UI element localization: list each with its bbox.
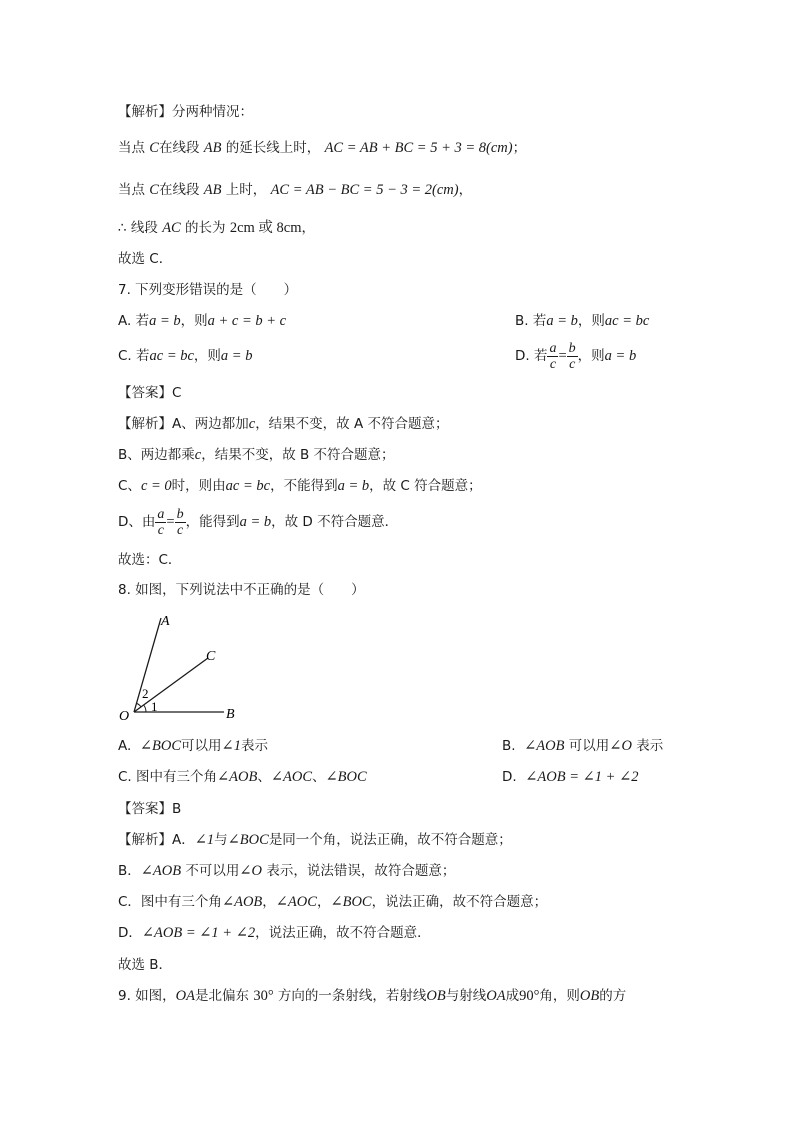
q7-option-b: B. 若a = b，则ac = bc xyxy=(515,313,650,329)
q8-stem: 8. 如图，下列说法中不正确的是（ ） xyxy=(118,582,365,598)
fraction: $\frac{b}{c}$ xyxy=(568,340,576,372)
label-angle-1: 1 xyxy=(151,699,158,714)
label-b: B xyxy=(226,707,235,722)
q7-exp-a: 【解析】A、两边都加c，结果不变，故 A 不符合题意； xyxy=(118,416,449,432)
q9-stem: 9. 如图，OA是北偏东 30° 方向的一条射线，若射线OB与射线OA成90°角，则OB的方 xyxy=(118,988,627,1004)
q6-case2-line: 当点 C在线段 AB 上时， AC = AB − BC = 5 − 3 = 2(cm)， xyxy=(118,182,473,198)
label-angle-2: 2 xyxy=(142,686,149,701)
q6-case1-line: 当点 C在线段 AB 的延长线上时， AC = AB + BC = 5 + 3 = 8(cm)； xyxy=(118,140,527,156)
ray-oc xyxy=(134,658,208,712)
q8-exp-c: C．图中有三个角∠AOB，∠AOC，∠BOC，说法正确，故不符合题意； xyxy=(118,894,548,910)
analysis-label: 【解析】 xyxy=(118,104,172,120)
angle-arc-2 xyxy=(137,703,141,707)
fraction: $\frac{a}{c}$ xyxy=(157,506,165,538)
q7-option-d: D. 若 $\frac{a}{c}$ = $\frac{b}{c}$ ，则a = b xyxy=(515,340,637,372)
q8-option-b: B. ∠AOB 可以用∠O 表示 xyxy=(502,738,664,754)
q8-option-d: D. ∠AOB = ∠1 + ∠2 xyxy=(502,769,639,785)
q7-exp-d: D、由 $\frac{a}{c}$ = $\frac{b}{c}$ ，能得到a = b，故 D 不符合题意． xyxy=(118,506,399,538)
label-o: O xyxy=(119,709,130,724)
q6-conclusion-line: ∴ 线段 AC 的长为 2cm 或 8cm， xyxy=(118,220,315,236)
label-a: A xyxy=(161,614,170,629)
q7-choice: 故选：C． xyxy=(118,552,182,568)
angle-figure xyxy=(112,608,252,726)
q8-option-c: C. 图中有三个角∠AOB、∠AOC、∠BOC xyxy=(118,769,367,785)
q8-exp-a: 【解析】A．∠1与∠BOC是同一个角，说法正确，故不符合题意； xyxy=(118,832,512,848)
formula: AC = AB + BC = 5 + 3 = 8(cm) xyxy=(324,140,513,156)
q8-exp-b: B．∠AOB 不可以用∠O 表示，说法错误，故符合题意； xyxy=(118,863,456,879)
q8-option-a: A. ∠BOC可以用∠1表示 xyxy=(118,738,268,754)
formula: AC = AB − BC = 5 − 3 = 2(cm) xyxy=(270,182,459,198)
q7-answer: 【答案】C xyxy=(118,385,182,401)
q8-choice: 故选 B． xyxy=(118,957,173,973)
q7-option-a: A. 若a = b，则a + c = b + c xyxy=(118,313,287,329)
q7-stem: 7. 下列变形错误的是（ ） xyxy=(118,282,298,298)
angle-arc-1 xyxy=(144,705,146,712)
q7-option-c: C. 若ac = bc，则a = b xyxy=(118,348,253,364)
q7-exp-c: C、c = 0时，则由ac = bc，不能得到a = b，故 C 符合题意； xyxy=(118,478,482,494)
label-c: C xyxy=(206,649,216,664)
q7-exp-b: B、两边都乘c，结果不变，故 B 不符合题意； xyxy=(118,447,395,463)
q6-analysis-line: 【解析】分两种情况： xyxy=(118,104,253,120)
q8-answer: 【答案】B xyxy=(118,801,182,817)
q8-exp-d: D．∠AOB = ∠1 + ∠2，说法正确，故不符合题意． xyxy=(118,925,431,941)
fraction: $\frac{a}{c}$ xyxy=(549,340,557,372)
fraction: $\frac{b}{c}$ xyxy=(176,506,184,538)
q6-choice: 故选 C． xyxy=(118,251,173,267)
